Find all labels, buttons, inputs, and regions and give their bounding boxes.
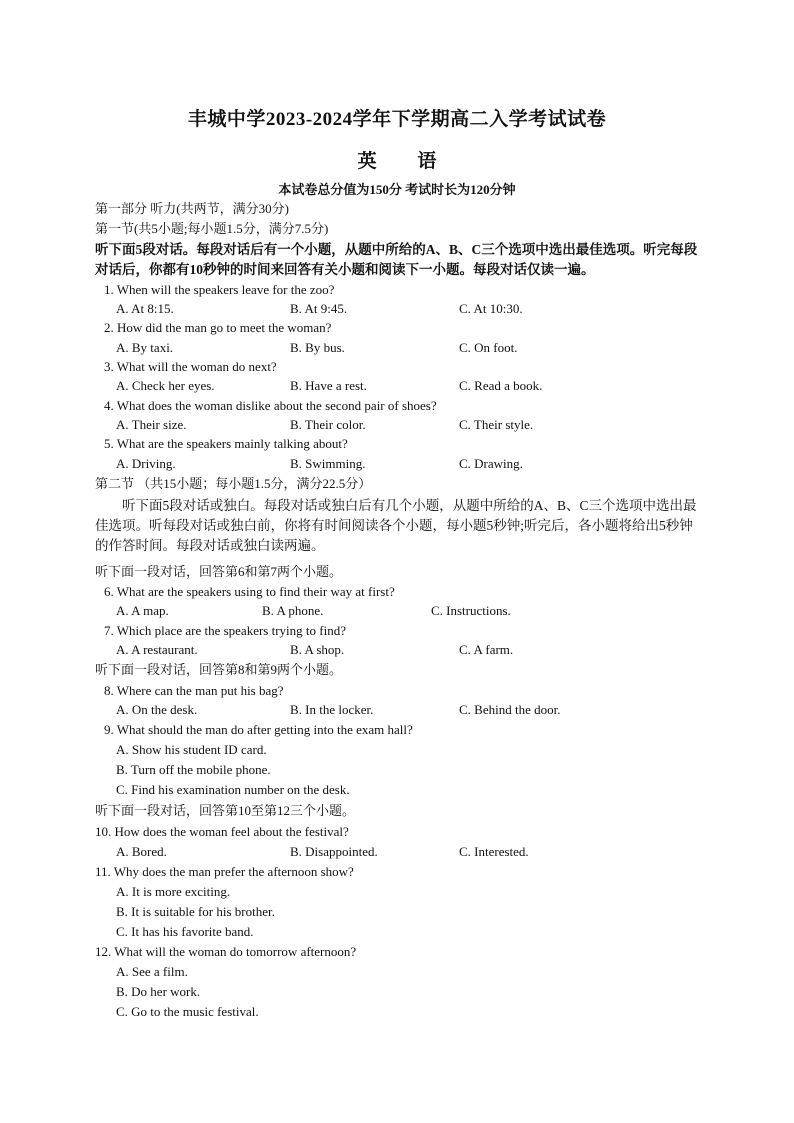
question-10-option-c: C. Interested. <box>459 844 529 859</box>
question-12: 12. What will the woman do tomorrow afternoon? <box>95 944 357 959</box>
question-10-option-a: A. Bored. <box>116 844 167 859</box>
question-12-option-c: C. Go to the music festival. <box>116 1004 259 1019</box>
question-8-option-a: A. On the desk. <box>116 702 198 717</box>
question-11: 11. Why does the man prefer the afternoon show? <box>95 864 354 879</box>
question-12-option-b: B. Do her work. <box>116 984 201 999</box>
question-2: 2. How did the man go to meet the woman? <box>104 320 332 335</box>
question-7-option-b: B. A shop. <box>290 642 345 657</box>
question-4: 4. What does the woman dislike about the second pair of shoes? <box>104 398 437 413</box>
part1-heading: 第一部分 听力(共两节，满分30分) <box>95 201 289 216</box>
question-10-option-b: B. Disappointed. <box>290 844 378 859</box>
section2-heading: 第二节 （共15小题；每小题1.5分，满分22.5分） <box>95 476 372 491</box>
question-1-option-c: C. At 10:30. <box>459 301 523 316</box>
question-1: 1. When will the speakers leave for the zoo? <box>104 282 335 297</box>
question-5-option-b: B. Swimming. <box>290 456 366 471</box>
question-3-option-b: B. Have a rest. <box>290 378 367 393</box>
question-4-option-a: A. Their size. <box>116 417 187 432</box>
exam-title: 丰城中学2023-2024学年下学期高二入学考试试卷 <box>187 109 607 130</box>
question-3-option-a: A. Check her eyes. <box>116 378 215 393</box>
question-6-option-a: A. A map. <box>116 603 169 618</box>
dialog-6-intro: 听下面一段对话，回答第6和第7两个小题。 <box>95 564 343 579</box>
question-3: 3. What will the woman do next? <box>104 359 277 374</box>
question-11-option-a: A. It is more exciting. <box>116 884 231 899</box>
question-2-option-c: C. On foot. <box>459 340 518 355</box>
dialog-10-intro: 听下面一段对话，回答第10至第12三个小题。 <box>95 803 356 818</box>
section1-heading: 第一节(共5小题;每小题1.5分，满分7.5分) <box>95 221 329 236</box>
question-9-option-b: B. Turn off the mobile phone. <box>116 762 271 777</box>
question-6: 6. What are the speakers using to find their way at first? <box>104 584 395 599</box>
question-12-option-a: A. See a film. <box>116 964 188 979</box>
question-6-option-c: C. Instructions. <box>431 603 511 618</box>
question-7: 7. Which place are the speakers trying to find? <box>104 623 346 638</box>
question-1-option-b: B. At 9:45. <box>290 301 348 316</box>
question-11-option-c: C. It has his favorite band. <box>116 924 254 939</box>
question-5-option-a: A. Driving. <box>116 456 176 471</box>
question-8: 8. Where can the man put his bag? <box>104 683 284 698</box>
exam-note: 本试卷总分值为150分 考试时长为120分钟 <box>278 182 516 197</box>
question-8-option-c: C. Behind the door. <box>459 702 561 717</box>
question-3-option-c: C. Read a book. <box>459 378 543 393</box>
question-4-option-b: B. Their color. <box>290 417 366 432</box>
question-2-option-b: B. By bus. <box>290 340 345 355</box>
section2-instructions: 听下面5段对话或独白。每段对话或独白后有几个小题，从题中所给的A、B、C三个选项中选出最佳选项。听每段对话或独白前，你将有时间阅读各个小题，每小题5秒钟;听完后，各小题将给出5秒钟的作答时间。每段对话或独白读两遍。 <box>95 498 697 553</box>
question-5: 5. What are the speakers mainly talking about? <box>104 436 348 451</box>
dialog-8-intro: 听下面一段对话，回答第8和第9两个小题。 <box>95 662 343 677</box>
question-9: 9. What should the man do after getting into the exam hall? <box>104 722 413 737</box>
question-10: 10. How does the woman feel about the festival? <box>95 824 349 839</box>
section1-instructions: 听下面5段对话。每段对话后有一个小题，从题中所给的A、B、C三个选项中选出最佳选项。听完每段对话后，你都有10秒钟的时间来回答有关小题和阅读下一小题。每段对话仅读一遍。 <box>95 242 698 277</box>
question-8-option-b: B. In the locker. <box>290 702 374 717</box>
question-5-option-c: C. Drawing. <box>459 456 523 471</box>
question-2-option-a: A. By taxi. <box>116 340 174 355</box>
question-11-option-b: B. It is suitable for his brother. <box>116 904 275 919</box>
question-9-option-c: C. Find his examination number on the desk. <box>116 782 350 797</box>
question-6-option-b: B. A phone. <box>262 603 324 618</box>
question-9-option-a: A. Show his student ID card. <box>116 742 267 757</box>
question-1-option-a: A. At 8:15. <box>116 301 174 316</box>
question-4-option-c: C. Their style. <box>459 417 534 432</box>
question-7-option-a: A. A restaurant. <box>116 642 198 657</box>
question-7-option-c: C. A farm. <box>459 642 514 657</box>
subject-title: 英 语 <box>357 151 455 172</box>
